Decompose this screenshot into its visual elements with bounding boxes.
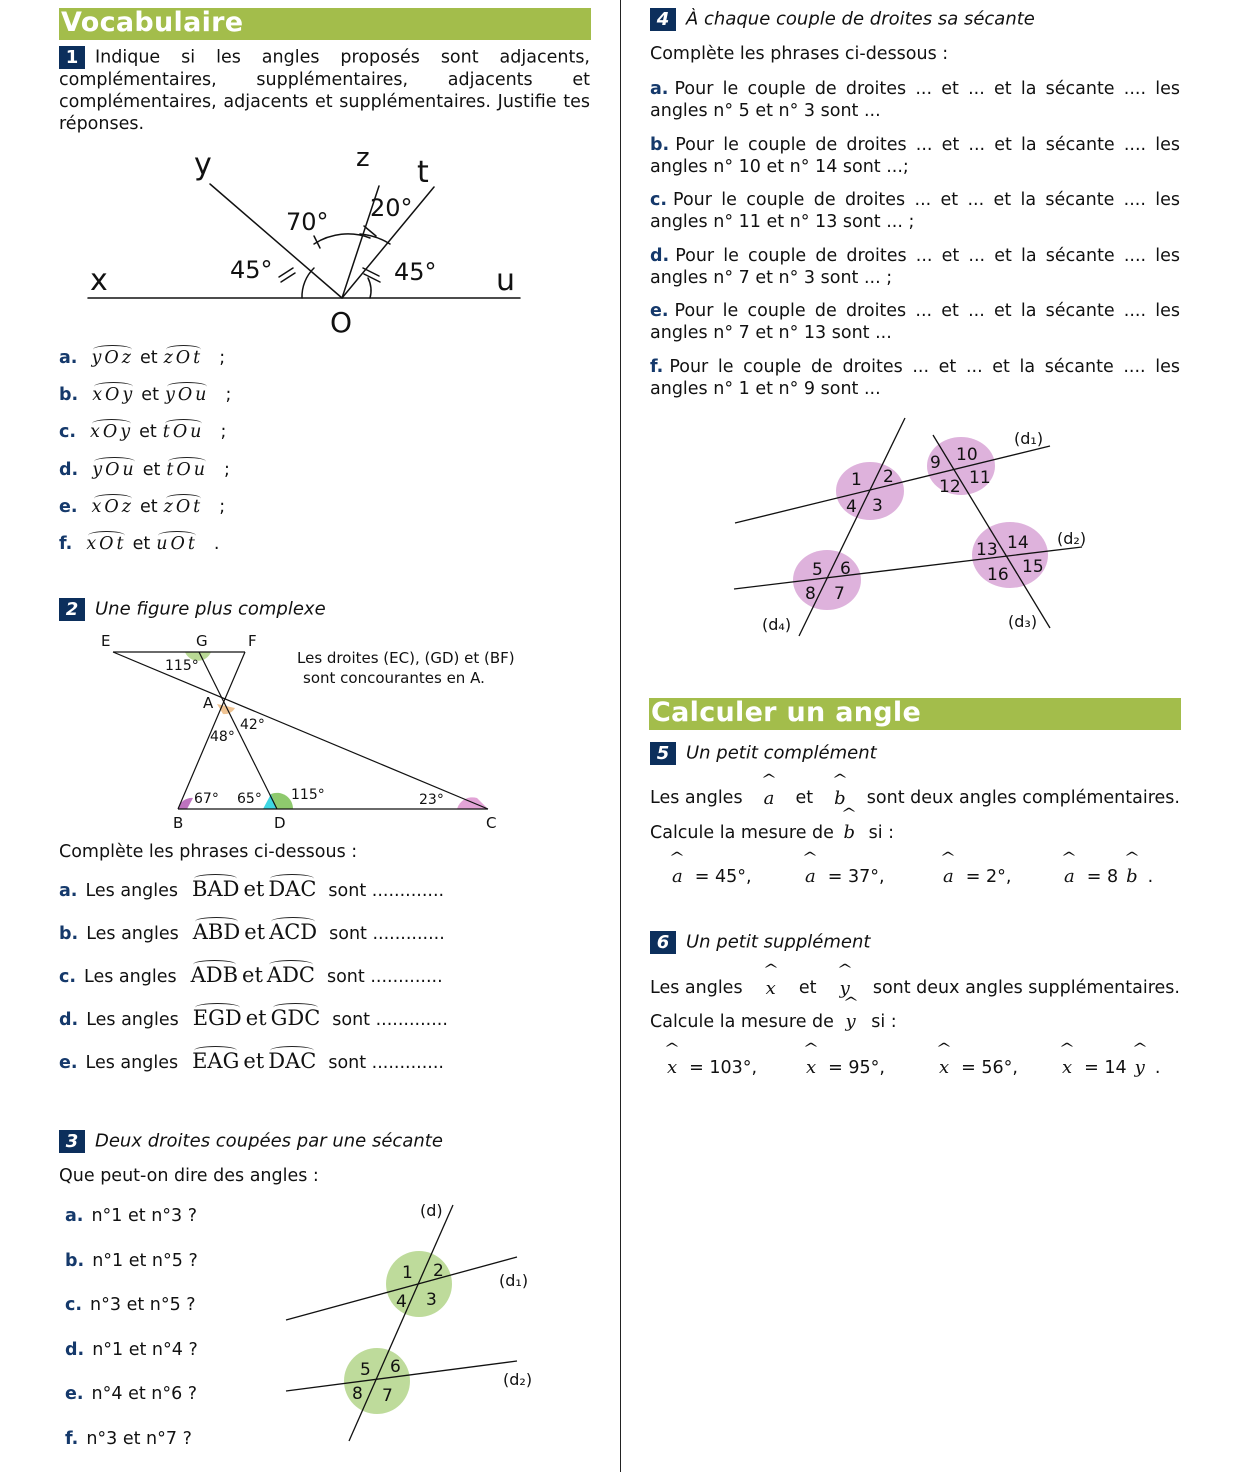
angle-2: ADC (266, 963, 315, 987)
item-label: c. (650, 190, 668, 211)
sentence-line-1 (650, 245, 1180, 267)
exercise-6-question (650, 1011, 897, 1032)
sentence-item (650, 245, 1180, 289)
angle-x: ^ x (667, 1057, 677, 1078)
exercise-5-statement (650, 788, 1180, 809)
label-t: t (417, 155, 429, 190)
sentence-line-2: angles n° 7 et n° 3 sont ... ; (650, 267, 893, 288)
value-item (805, 866, 885, 887)
angle-45-right: 45° (394, 258, 437, 286)
angle-x: ^ x (1062, 1057, 1072, 1078)
item-label: a. (65, 1206, 84, 1226)
text: et (795, 788, 814, 808)
angle-x: ^ x (939, 1057, 949, 1078)
angle-number-6: 6 (840, 559, 851, 579)
angle-2: tOu (166, 459, 208, 480)
sentence-text: Pour le couple de droites ... et ... et la sécante .... les (675, 134, 1180, 155)
value-item (806, 1057, 885, 1078)
et-word: et (132, 534, 151, 554)
exercise-2-title-text: Une figure plus complexe (95, 598, 326, 620)
angle-number-11: 11 (969, 468, 991, 488)
angle-number-2: 2 (883, 467, 894, 487)
angle-1: yOz (91, 348, 134, 368)
angle-2: uOt (156, 534, 198, 554)
prefix: Les angles (85, 881, 179, 901)
item-label: f. (650, 357, 664, 377)
sentence-item (650, 356, 1180, 400)
exercise-6-title-text: Un petit supplément (686, 931, 871, 953)
angle-number-4: 4 (396, 1292, 407, 1312)
et-word: et (142, 459, 161, 480)
item-label: f. (65, 1429, 79, 1449)
point-d: D (274, 814, 286, 832)
item-label: b. (59, 924, 79, 944)
angle-2: DAC (268, 1049, 317, 1073)
text: sont deux angles supplémentaires. (872, 978, 1180, 998)
value: = 95°, (828, 1058, 885, 1078)
exercise-4-figure (720, 410, 1100, 645)
answer-blank: sont ............. (326, 967, 443, 987)
text: Calcule la mesure de (650, 823, 834, 843)
end: . (1154, 1058, 1161, 1078)
angle-67: 67° (194, 791, 219, 807)
line-d2-label: (d₂) (503, 1370, 533, 1389)
value: = 2°, (965, 867, 1012, 887)
line-d3-label: (d₃) (1008, 612, 1038, 631)
exercise-4-title (650, 8, 1035, 31)
et-word: et (242, 963, 263, 987)
item-label: b. (65, 1250, 85, 1271)
angle-question-item (65, 1251, 198, 1271)
column-divider (620, 0, 621, 1472)
label-x: x (90, 263, 108, 298)
exercise-2-intro: Complète les phrases ci-dessous : (59, 842, 358, 862)
angle-y: ^ y (840, 978, 850, 999)
angle-65: 65° (237, 791, 262, 807)
angle-number-15: 15 (1022, 557, 1044, 577)
angle-a: ^ a (764, 788, 775, 809)
angle-number-13: 13 (976, 540, 998, 560)
sentence-text: Pour le couple de droites ... et ... et la sécante .... les (674, 79, 1180, 99)
angle-number-7: 7 (834, 584, 845, 604)
point-a: A (203, 694, 214, 712)
sentence-line-1 (650, 78, 1180, 100)
angle-number-3: 3 (426, 1290, 437, 1310)
item-end: ; (220, 422, 227, 443)
value-item (1064, 866, 1153, 887)
angle-1: EGD (192, 1006, 242, 1030)
et-word: et (141, 385, 159, 406)
item-end: . (213, 534, 220, 554)
prefix: Les angles (84, 967, 177, 987)
exercise-1-figure (80, 140, 540, 340)
sentence-text: Pour le couple de droites ... et ... et la sécante .... les (675, 245, 1180, 266)
item-label: e. (59, 1053, 78, 1073)
exercise-3-question: Que peut-on dire des angles : (59, 1166, 319, 1186)
angle-b: ^ b (843, 822, 855, 843)
answer-blank: sont ............. (328, 881, 445, 901)
angle-2: yOu (164, 385, 210, 406)
angle-question-item (59, 1049, 444, 1073)
prefix: Les angles (86, 1010, 179, 1030)
sentence-line-1 (650, 356, 1180, 378)
sentence-text: Pour le couple de droites ... et ... et la sécante .... les (669, 357, 1180, 377)
angle-1: xOz (91, 496, 134, 517)
sentence-item (650, 134, 1180, 178)
angle-70: 70° (286, 208, 329, 236)
text: Les angles (650, 788, 743, 808)
exercise-2-note-line1: Les droites (EC), (GD) et (BF) (297, 649, 515, 667)
et-word: et (243, 1049, 265, 1073)
exercise-number: 3 (59, 1130, 85, 1153)
text: si : (868, 823, 895, 843)
angle-2: ACD (269, 920, 318, 944)
exercise-1-statement (59, 46, 590, 135)
prefix: Les angles (85, 1053, 179, 1073)
value: = 103°, (689, 1058, 758, 1078)
angle-number-8: 8 (352, 1384, 363, 1404)
item-label: a. (59, 881, 78, 901)
item-label: e. (65, 1384, 84, 1405)
exercise-5-question (650, 822, 894, 843)
item-label: e. (650, 301, 669, 322)
angle-x: ^ x (766, 978, 776, 999)
point-b: B (173, 814, 184, 832)
angle-number-14: 14 (1007, 533, 1029, 553)
angle-number-5: 5 (812, 560, 823, 580)
angle-23: 23° (419, 792, 444, 808)
angle-number-16: 16 (987, 565, 1009, 585)
sentence-item (650, 189, 1180, 233)
angle-115: 115° (291, 787, 325, 803)
angle-1: ADB (190, 963, 239, 987)
section-title-vocabulaire: Vocabulaire (59, 8, 591, 40)
exercise-3-title-text: Deux droites coupées par une sécante (95, 1130, 443, 1152)
exercise-4-title-text: À chaque couple de droites sa sécante (686, 8, 1035, 30)
exercise-6-statement (650, 978, 1180, 999)
text: si : (871, 1012, 897, 1032)
angle-115-top: 115° (165, 658, 199, 674)
angle-question-item (59, 963, 443, 987)
sentence-line-1 (650, 189, 1180, 211)
angle-pair-item (59, 422, 226, 442)
angle-20: 20° (370, 194, 413, 222)
angle-number-8: 8 (805, 584, 816, 604)
exercise-number: 5 (650, 742, 676, 765)
label-o: O (330, 306, 353, 339)
item-text: n°1 et n°5 ? (92, 1250, 198, 1271)
angle-1: xOy (92, 385, 136, 406)
text: et (798, 978, 817, 998)
item-label: a. (650, 79, 669, 99)
sentence-line-2: angles n° 11 et n° 13 sont ... ; (650, 212, 915, 233)
angle-a: ^ a (805, 866, 816, 887)
exercise-6-title (650, 931, 870, 954)
angle-question-item (59, 877, 444, 901)
item-label: e. (59, 496, 78, 517)
angle-x: ^ x (806, 1057, 816, 1078)
item-end: ; (219, 496, 226, 517)
line-d4-label: (d₄) (762, 615, 792, 634)
angle-45-left: 45° (230, 256, 273, 284)
exercise-5-title (650, 742, 877, 765)
item-text: n°1 et n°4 ? (92, 1339, 198, 1360)
item-end: ; (225, 385, 232, 406)
section-title-calculer: Calculer un angle (649, 698, 1181, 730)
point-g: G (196, 632, 208, 650)
angle-number-12: 12 (939, 477, 961, 497)
sentence-text: Pour le couple de droites ... et ... et la sécante .... les (674, 301, 1180, 322)
angle-b: ^ b (1126, 866, 1138, 887)
answer-blank: sont ............. (332, 1010, 448, 1030)
angle-question-item (59, 1006, 448, 1030)
angle-question-item (65, 1206, 197, 1226)
angle-number-2: 2 (433, 1261, 444, 1281)
item-text: n°4 et n°6 ? (91, 1384, 198, 1405)
item-label: b. (59, 385, 79, 406)
angle-number-10: 10 (956, 445, 978, 465)
exercise-number: 4 (650, 8, 676, 31)
sentence-line-2: angles n° 10 et n° 14 sont ...; (650, 156, 909, 177)
value: = 37°, (827, 867, 885, 887)
angle-question-item (65, 1429, 192, 1449)
angle-y: ^ y (1135, 1057, 1145, 1078)
et-word: et (139, 496, 158, 517)
exercise-5-title-text: Un petit complément (686, 742, 877, 764)
angle-1: BAD (192, 877, 240, 901)
angle-2: DAC (268, 877, 317, 901)
sentence-line-2: angles n° 7 et n° 13 sont ... (650, 323, 892, 344)
exercise-4-intro: Complète les phrases ci-dessous : (650, 44, 949, 64)
sentence-item (650, 78, 1180, 122)
angle-2: zOt (163, 348, 204, 368)
prefix: Les angles (86, 924, 179, 944)
item-label: d. (650, 245, 670, 266)
line-d1-label: (d₁) (1014, 429, 1044, 448)
sentence-line-1 (650, 300, 1180, 322)
angle-1: xOy (90, 422, 134, 443)
label-u: u (496, 263, 516, 298)
exercise-number: 2 (59, 598, 85, 621)
label-z: z (356, 143, 370, 173)
line-d1-label: (d₁) (499, 1271, 529, 1290)
point-e: E (101, 632, 111, 650)
angle-number-4: 4 (846, 497, 857, 517)
item-end: ; (219, 348, 226, 368)
angle-number-1: 1 (402, 1263, 413, 1283)
exercise-number: 1 (59, 46, 85, 69)
sentence-line-2: angles n° 1 et n° 9 sont ... (650, 379, 881, 399)
angle-y: ^ y (845, 1011, 855, 1032)
angle-a: ^ a (1064, 866, 1075, 887)
angle-number-6: 6 (390, 1357, 401, 1377)
et-word: et (245, 1006, 267, 1030)
point-f: F (248, 632, 257, 650)
item-text: n°1 et n°3 ? (91, 1206, 198, 1226)
angle-pair-item (59, 385, 231, 405)
exercise-3-title (59, 1130, 443, 1153)
angle-question-item (59, 920, 445, 944)
item-label: c. (59, 422, 77, 443)
angle-question-item (65, 1384, 197, 1404)
angle-48: 48° (210, 729, 235, 745)
value: = 56°, (961, 1058, 1018, 1078)
item-label: b. (650, 134, 670, 155)
et-word: et (243, 877, 265, 901)
angle-2: GDC (270, 1006, 321, 1030)
exercise-number: 6 (650, 931, 676, 954)
exercise-1-text: Indique si les angles proposés sont adjacents, complémentaires, supplémentaires, adjacents et complémentaires, adjacents et supplémentaires. Justifie tes réponses. (59, 47, 590, 134)
et-word: et (244, 920, 266, 944)
angle-number-1: 1 (851, 470, 862, 490)
label-y: y (194, 147, 212, 182)
answer-blank: sont ............. (329, 924, 445, 944)
point-c: C (486, 814, 497, 832)
angle-2: tOu (162, 422, 205, 443)
item-label: d. (65, 1339, 85, 1360)
item-text: n°3 et n°7 ? (86, 1429, 192, 1449)
item-label: d. (59, 459, 79, 480)
value-item (667, 1057, 757, 1078)
item-label: a. (59, 348, 78, 368)
angle-1: ABD (192, 920, 241, 944)
value-item (943, 866, 1011, 887)
et-word: et (139, 348, 158, 368)
angle-pair-item (59, 348, 225, 368)
exercise-2-title (59, 598, 326, 621)
angle-question-item (65, 1295, 196, 1315)
angle-question-item (65, 1340, 198, 1360)
angle-2: zOt (163, 496, 204, 517)
item-label: c. (59, 967, 77, 987)
sentence-line-1 (650, 134, 1180, 156)
answer-blank: sont ............. (328, 1053, 444, 1073)
angle-1: xOt (86, 534, 127, 554)
angle-number-9: 9 (930, 453, 941, 473)
angle-b: ^ b (834, 788, 846, 809)
text: Calcule la mesure de (650, 1012, 834, 1032)
angle-number-5: 5 (360, 1360, 371, 1380)
value: = 8 (1086, 867, 1119, 887)
angle-a: ^ a (943, 866, 954, 887)
sentence-item (650, 300, 1180, 344)
item-label: d. (59, 1010, 79, 1030)
angle-number-3: 3 (872, 496, 883, 516)
et-word: et (139, 422, 157, 443)
text: Les angles (650, 978, 743, 998)
item-end: ; (224, 459, 230, 480)
text: sont deux angles complémentaires. (866, 788, 1180, 808)
item-label: f. (59, 534, 73, 554)
exercise-2-note-line2: sont concourantes en A. (303, 669, 485, 687)
line-d2-label: (d₂) (1057, 529, 1087, 548)
value: = 14 (1084, 1058, 1127, 1078)
sentence-line-2: angles n° 5 et n° 3 sont ... (650, 101, 881, 121)
item-text: n°3 et n°5 ? (90, 1295, 196, 1316)
angle-42: 42° (240, 717, 265, 733)
angle-a: ^ a (672, 866, 683, 887)
value-item (672, 866, 752, 887)
end: . (1147, 867, 1154, 887)
sentence-text: Pour le couple de droites ... et ... et la sécante .... les (673, 190, 1180, 211)
angle-number-7: 7 (382, 1386, 393, 1406)
value: = 45°, (694, 867, 752, 887)
angle-pair-item (59, 497, 225, 517)
angle-1: yOu (92, 459, 137, 480)
angle-pair-item (59, 534, 219, 554)
angle-pair-item (59, 460, 230, 480)
angle-1: EAG (192, 1049, 240, 1073)
value-item (939, 1057, 1018, 1078)
line-d-label: (d) (420, 1201, 443, 1220)
value-item (1062, 1057, 1160, 1078)
exercise-3-figure (280, 1195, 550, 1450)
item-label: c. (65, 1295, 83, 1316)
